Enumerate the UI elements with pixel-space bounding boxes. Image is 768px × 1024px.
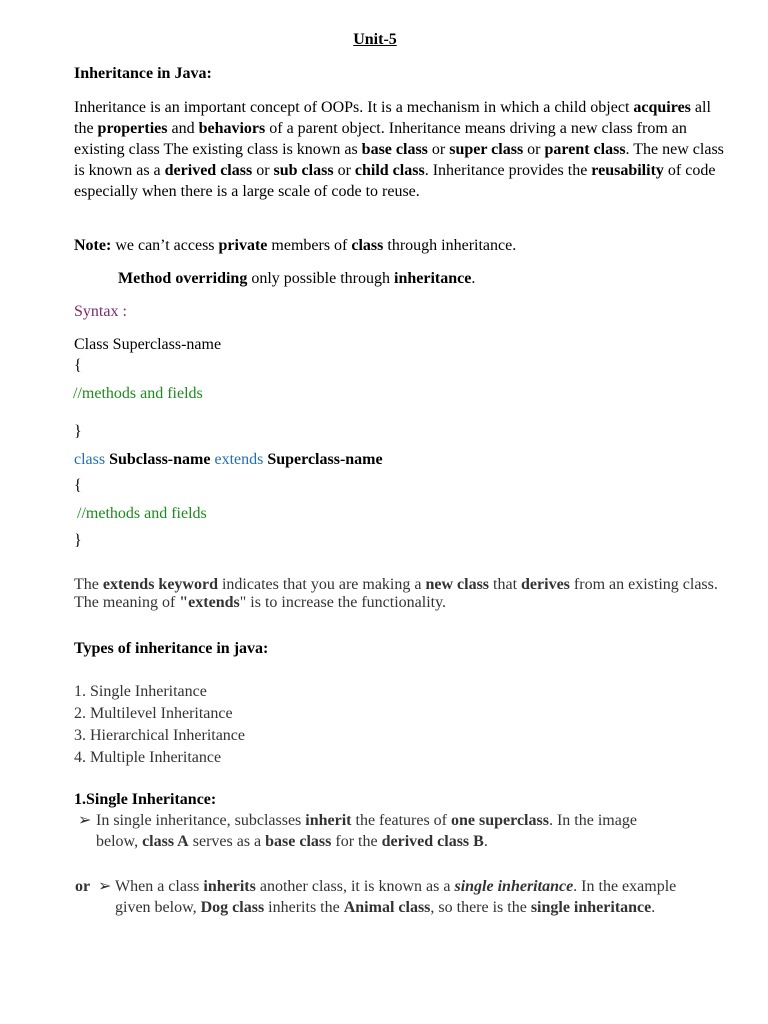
list-item: 2. Multilevel Inheritance: [74, 705, 233, 722]
or-label: or: [75, 878, 91, 895]
list-item: 4. Multiple Inheritance: [74, 749, 222, 766]
types-list: [74, 681, 245, 769]
page-title: Unit-5: [353, 31, 397, 48]
arrow-bullet-icon: ➢: [78, 812, 92, 829]
code-line-superclass: Class Superclass-name: [74, 336, 222, 353]
single-inheritance-heading: 1.Single Inheritance:: [74, 791, 217, 808]
bullet-text: When a class inherits another class, it is known as a single inheritance. In the example given below, Dog class inherits the Animal class, so there is the single inheritance.: [115, 878, 677, 916]
code-brace-close: }: [74, 532, 82, 549]
code-line-subclass: class Subclass-name extends Superclass-name: [74, 451, 383, 468]
code-brace-open: {: [74, 357, 82, 374]
note-paragraph: Note: we can’t access private members of class through inheritance.: [74, 237, 517, 254]
intro-paragraph: Inheritance is an important concept of OOPs. It is a mechanism in which a child object acquires all the properties and behaviors of a parent object. Inheritance means driving a new class from an existing class The existing class is known as base class or super class or parent class. The new class is known as a derived class or sub class or child class. Inheritance provides the reusability of code especially when there is a large scale of code to reuse.: [74, 99, 724, 200]
list-item: 3. Hierarchical Inheritance: [74, 727, 246, 744]
syntax-label: Syntax :: [74, 303, 127, 320]
arrow-bullet-icon: ➢: [98, 878, 112, 895]
overriding-note: Method overriding only possible through inheritance.: [118, 270, 476, 287]
section-heading: Inheritance in Java:: [74, 65, 212, 82]
extends-paragraph: The extends keyword indicates that you are making a new class that derives from an existing class. The meaning of "extends" is to increase the functionality.: [74, 576, 718, 611]
code-brace-open: {: [74, 477, 82, 494]
code-brace-close: }: [74, 423, 82, 440]
types-heading: Types of inheritance in java:: [74, 640, 269, 657]
code-comment: //methods and fields: [73, 385, 203, 402]
bullet-text: In single inheritance, subclasses inherit the features of one superclass. In the image below, class A serves as a base class for the derived class B.: [96, 812, 637, 850]
code-comment: //methods and fields: [77, 505, 207, 522]
list-item: 1. Single Inheritance: [74, 683, 207, 700]
